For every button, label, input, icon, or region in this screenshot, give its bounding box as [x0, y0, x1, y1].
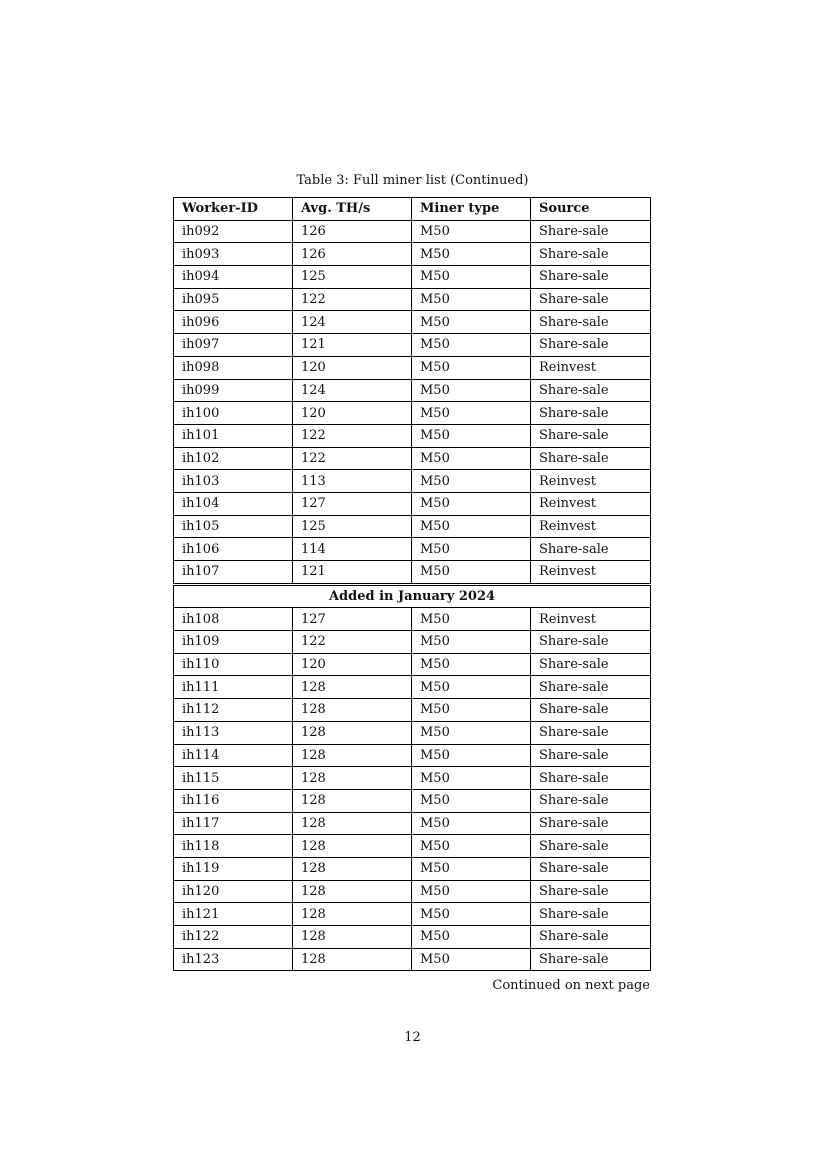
cell-avg-ths: 128 — [293, 676, 412, 699]
cell-avg-ths: 126 — [293, 220, 412, 243]
cell-source: Reinvest — [531, 356, 651, 379]
cell-worker-id: ih114 — [174, 744, 293, 767]
table-row — [174, 243, 651, 266]
cell-worker-id: ih119 — [174, 857, 293, 880]
table-row — [174, 631, 651, 654]
column-header-miner-type: Miner type — [412, 198, 531, 221]
cell-avg-ths: 125 — [293, 266, 412, 289]
cell-miner-type: M50 — [412, 470, 531, 493]
cell-worker-id: ih104 — [174, 492, 293, 515]
table-row — [174, 334, 651, 357]
section-label: Added in January 2024 — [174, 584, 651, 608]
cell-worker-id: ih112 — [174, 699, 293, 722]
table-row — [174, 926, 651, 949]
cell-source: Share-sale — [531, 744, 651, 767]
cell-avg-ths: 121 — [293, 334, 412, 357]
cell-worker-id: ih123 — [174, 948, 293, 971]
cell-miner-type: M50 — [412, 926, 531, 949]
cell-worker-id: ih095 — [174, 288, 293, 311]
cell-miner-type: M50 — [412, 356, 531, 379]
cell-avg-ths: 128 — [293, 699, 412, 722]
cell-avg-ths: 124 — [293, 379, 412, 402]
cell-miner-type: M50 — [412, 812, 531, 835]
cell-avg-ths: 128 — [293, 835, 412, 858]
table-row — [174, 744, 651, 767]
cell-avg-ths: 120 — [293, 653, 412, 676]
table-row — [174, 835, 651, 858]
cell-avg-ths: 128 — [293, 903, 412, 926]
cell-avg-ths: 128 — [293, 880, 412, 903]
cell-avg-ths: 114 — [293, 538, 412, 561]
cell-source: Share-sale — [531, 538, 651, 561]
cell-source: Share-sale — [531, 835, 651, 858]
table-row — [174, 789, 651, 812]
cell-miner-type: M50 — [412, 447, 531, 470]
cell-miner-type: M50 — [412, 880, 531, 903]
table-row — [174, 356, 651, 379]
cell-avg-ths: 122 — [293, 631, 412, 654]
table-row — [174, 812, 651, 835]
table-row — [174, 948, 651, 971]
table-row — [174, 311, 651, 334]
cell-avg-ths: 113 — [293, 470, 412, 493]
cell-avg-ths: 122 — [293, 447, 412, 470]
table-row — [174, 492, 651, 515]
cell-source: Share-sale — [531, 266, 651, 289]
cell-source: Share-sale — [531, 721, 651, 744]
cell-miner-type: M50 — [412, 220, 531, 243]
cell-avg-ths: 122 — [293, 424, 412, 447]
cell-worker-id: ih096 — [174, 311, 293, 334]
cell-miner-type: M50 — [412, 515, 531, 538]
cell-miner-type: M50 — [412, 334, 531, 357]
cell-source: Share-sale — [531, 767, 651, 790]
table-row — [174, 424, 651, 447]
rows-before-section — [174, 220, 651, 584]
section-divider — [174, 584, 651, 608]
table-row — [174, 447, 651, 470]
cell-avg-ths: 128 — [293, 721, 412, 744]
cell-source: Share-sale — [531, 631, 651, 654]
cell-avg-ths: 120 — [293, 356, 412, 379]
miner-list-table — [173, 197, 651, 971]
cell-worker-id: ih108 — [174, 608, 293, 631]
cell-worker-id: ih111 — [174, 676, 293, 699]
table-row — [174, 379, 651, 402]
cell-miner-type: M50 — [412, 835, 531, 858]
table-row — [174, 653, 651, 676]
cell-miner-type: M50 — [412, 266, 531, 289]
cell-worker-id: ih101 — [174, 424, 293, 447]
cell-source: Reinvest — [531, 608, 651, 631]
cell-worker-id: ih116 — [174, 789, 293, 812]
cell-miner-type: M50 — [412, 538, 531, 561]
cell-source: Share-sale — [531, 653, 651, 676]
cell-worker-id: ih092 — [174, 220, 293, 243]
table-row — [174, 538, 651, 561]
cell-avg-ths: 126 — [293, 243, 412, 266]
table-row — [174, 470, 651, 493]
cell-worker-id: ih100 — [174, 402, 293, 425]
cell-avg-ths: 121 — [293, 561, 412, 585]
cell-miner-type: M50 — [412, 721, 531, 744]
cell-miner-type: M50 — [412, 699, 531, 722]
cell-source: Share-sale — [531, 880, 651, 903]
table-row — [174, 880, 651, 903]
cell-avg-ths: 127 — [293, 492, 412, 515]
cell-worker-id: ih103 — [174, 470, 293, 493]
cell-source: Share-sale — [531, 948, 651, 971]
column-header-avg-ths: Avg. TH/s — [293, 198, 412, 221]
cell-miner-type: M50 — [412, 608, 531, 631]
cell-miner-type: M50 — [412, 402, 531, 425]
cell-miner-type: M50 — [412, 492, 531, 515]
table-row — [174, 721, 651, 744]
cell-miner-type: M50 — [412, 903, 531, 926]
cell-source: Share-sale — [531, 424, 651, 447]
table-row — [174, 767, 651, 790]
cell-source: Share-sale — [531, 699, 651, 722]
cell-avg-ths: 122 — [293, 288, 412, 311]
cell-source: Reinvest — [531, 470, 651, 493]
cell-worker-id: ih113 — [174, 721, 293, 744]
cell-source: Share-sale — [531, 402, 651, 425]
cell-miner-type: M50 — [412, 311, 531, 334]
table-row — [174, 676, 651, 699]
table-row — [174, 608, 651, 631]
cell-worker-id: ih118 — [174, 835, 293, 858]
cell-miner-type: M50 — [412, 653, 531, 676]
cell-miner-type: M50 — [412, 744, 531, 767]
cell-source: Share-sale — [531, 789, 651, 812]
cell-source: Reinvest — [531, 561, 651, 585]
cell-miner-type: M50 — [412, 379, 531, 402]
cell-miner-type: M50 — [412, 948, 531, 971]
cell-worker-id: ih093 — [174, 243, 293, 266]
column-header-source: Source — [531, 198, 651, 221]
cell-avg-ths: 128 — [293, 948, 412, 971]
cell-source: Share-sale — [531, 243, 651, 266]
cell-source: Share-sale — [531, 812, 651, 835]
cell-miner-type: M50 — [412, 857, 531, 880]
table-row — [174, 903, 651, 926]
cell-worker-id: ih117 — [174, 812, 293, 835]
cell-miner-type: M50 — [412, 243, 531, 266]
cell-source: Share-sale — [531, 926, 651, 949]
table-row — [174, 515, 651, 538]
cell-source: Share-sale — [531, 288, 651, 311]
table-caption: Table 3: Full miner list (Continued) — [296, 173, 529, 188]
cell-miner-type: M50 — [412, 424, 531, 447]
rows-after-section — [174, 608, 651, 971]
cell-source: Share-sale — [531, 857, 651, 880]
cell-source: Share-sale — [531, 220, 651, 243]
continued-note: Continued on next page — [492, 978, 650, 993]
table-row — [174, 288, 651, 311]
cell-worker-id: ih098 — [174, 356, 293, 379]
table-row — [174, 402, 651, 425]
cell-avg-ths: 128 — [293, 926, 412, 949]
cell-source: Share-sale — [531, 676, 651, 699]
cell-source: Share-sale — [531, 334, 651, 357]
cell-avg-ths: 125 — [293, 515, 412, 538]
cell-avg-ths: 120 — [293, 402, 412, 425]
table-row — [174, 266, 651, 289]
table-row — [174, 561, 651, 585]
cell-source: Share-sale — [531, 311, 651, 334]
cell-worker-id: ih099 — [174, 379, 293, 402]
cell-worker-id: ih120 — [174, 880, 293, 903]
cell-avg-ths: 128 — [293, 767, 412, 790]
table-row — [174, 699, 651, 722]
cell-avg-ths: 128 — [293, 857, 412, 880]
cell-miner-type: M50 — [412, 561, 531, 585]
cell-source: Share-sale — [531, 903, 651, 926]
cell-avg-ths: 128 — [293, 812, 412, 835]
cell-worker-id: ih109 — [174, 631, 293, 654]
table-row — [174, 220, 651, 243]
cell-worker-id: ih094 — [174, 266, 293, 289]
page-number: 12 — [404, 1030, 421, 1045]
cell-worker-id: ih097 — [174, 334, 293, 357]
cell-worker-id: ih102 — [174, 447, 293, 470]
column-header-worker-id: Worker-ID — [174, 198, 293, 221]
table-row — [174, 857, 651, 880]
table-header-row — [174, 198, 651, 221]
cell-worker-id: ih107 — [174, 561, 293, 585]
cell-miner-type: M50 — [412, 631, 531, 654]
cell-avg-ths: 128 — [293, 789, 412, 812]
cell-source: Share-sale — [531, 379, 651, 402]
cell-source: Share-sale — [531, 447, 651, 470]
cell-miner-type: M50 — [412, 789, 531, 812]
cell-avg-ths: 127 — [293, 608, 412, 631]
cell-worker-id: ih122 — [174, 926, 293, 949]
cell-worker-id: ih110 — [174, 653, 293, 676]
cell-source: Reinvest — [531, 515, 651, 538]
cell-source: Reinvest — [531, 492, 651, 515]
cell-miner-type: M50 — [412, 676, 531, 699]
cell-miner-type: M50 — [412, 288, 531, 311]
cell-worker-id: ih105 — [174, 515, 293, 538]
cell-worker-id: ih121 — [174, 903, 293, 926]
section-row — [174, 584, 651, 608]
cell-miner-type: M50 — [412, 767, 531, 790]
cell-worker-id: ih115 — [174, 767, 293, 790]
cell-avg-ths: 124 — [293, 311, 412, 334]
cell-avg-ths: 128 — [293, 744, 412, 767]
cell-worker-id: ih106 — [174, 538, 293, 561]
